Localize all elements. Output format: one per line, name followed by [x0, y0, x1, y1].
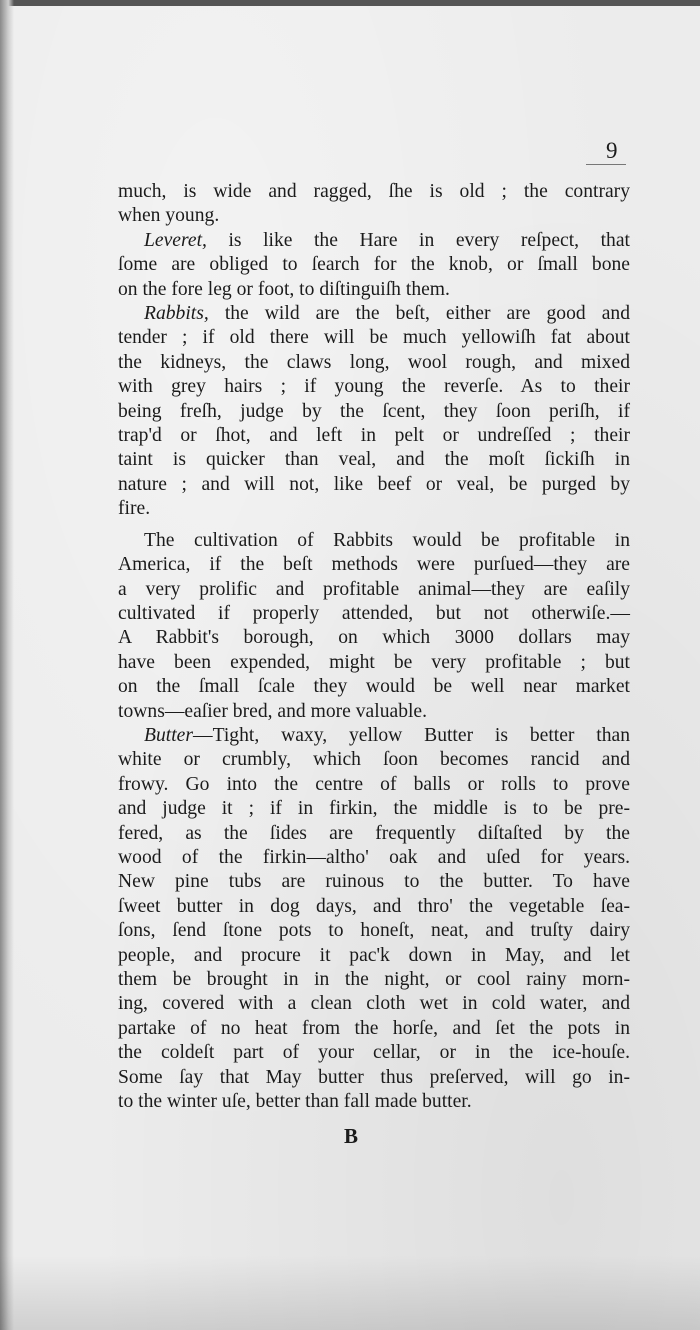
- text-line: [118, 302, 630, 326]
- text-line: and judge it ; if in firkin, the middle is to be pre-: [118, 798, 630, 820]
- paragraph-hare-continued: [118, 180, 630, 229]
- text-line: partake of no heat from the horſe, and ſet the pots in: [118, 1017, 630, 1039]
- paragraph-rabbits: [118, 302, 630, 522]
- entry-heading-butter: Butter: [144, 724, 193, 746]
- page-number: 9: [606, 138, 618, 163]
- text-line: a very prolific and profitable animal—they are eaſily: [118, 578, 630, 600]
- page-bottom-shadow: [0, 1255, 700, 1330]
- text-line: to the winter uſe, better than fall made butter.: [118, 1091, 472, 1113]
- text-line: Some ſay that May butter thus preſerved, will go in-: [118, 1066, 630, 1088]
- text-fragment: —Tight, waxy, yellow Butter is better than: [192, 724, 630, 746]
- text-line: [118, 724, 630, 748]
- text-fragment: is like the Hare in every reſpect, that: [206, 229, 630, 251]
- page-number-rule: [586, 164, 626, 165]
- text-line: being freſh, judge by the ſcent, they ſoon periſh, if: [118, 400, 630, 422]
- text-line: the coldeſt part of your cellar, or in the ice-houſe.: [118, 1042, 630, 1064]
- text-line: trap'd or ſhot, and left in pelt or undreſſed ; their: [118, 425, 630, 447]
- text-line: them be brought in in the night, or cool rainy morn-: [118, 969, 630, 990]
- text-line: America, if the beſt methods were purſued—they are: [118, 554, 630, 576]
- binding-shadow: [0, 0, 14, 1330]
- text-line: tender ; if old there will be much yellowiſh fat about: [118, 327, 630, 349]
- text-fragment: the wild are the beſt, either are good and: [208, 303, 630, 325]
- entry-heading-rabbits: Rabbits,: [144, 303, 209, 325]
- text-line: the kidneys, the claws long, wool rough, and mixed: [118, 351, 630, 373]
- text-line: [118, 229, 630, 253]
- paragraph-butter: [118, 724, 630, 1115]
- text-line: fered, as the ſides are frequently diſtaſted by the: [118, 822, 630, 844]
- text-line: ing, covered with a clean cloth wet in cold water, and: [118, 993, 630, 1015]
- text-line: frowy. Go into the centre of balls or rolls to prove: [118, 773, 630, 795]
- text-line: taint is quicker than veal, and the moſt ſickiſh in: [118, 449, 630, 471]
- entry-heading-leveret: Leveret,: [144, 229, 207, 251]
- text-line: nature ; and will not, like beef or veal, be purged by: [118, 473, 630, 495]
- paragraph-rabbit-cultivation: [118, 529, 630, 724]
- text-line: fire.: [118, 498, 151, 520]
- text-line: people, and procure it pac'k down in May, and let: [118, 944, 630, 966]
- text-line: New pine tubs are ruinous to the butter. To have: [118, 871, 630, 893]
- text-line: when young.: [118, 205, 220, 227]
- paragraph-leveret: [118, 229, 630, 302]
- text-line: A Rabbit's borough, on which 3000 dollars may: [118, 627, 630, 649]
- text-line: much, is wide and ragged, ſhe is old ; the contrary: [118, 181, 630, 202]
- text-line: with grey hairs ; if young the reverſe. As to their: [118, 376, 630, 398]
- text-line: ſweet butter in dog days, and thro' the vegetable ſea-: [118, 895, 630, 917]
- text-line: cultivated if properly attended, but not otherwiſe.—: [118, 602, 630, 624]
- text-line: towns—eaſier bred, and more valuable.: [118, 700, 428, 722]
- text-line: on the fore leg or foot, to diſtinguiſh them.: [118, 278, 450, 300]
- text-line: The cultivation of Rabbits would be profitable in: [144, 529, 630, 551]
- text-line: ſome are obliged to ſearch for the knob, or ſmall bone: [118, 254, 630, 276]
- text-line: white or crumbly, which ſoon becomes rancid and: [118, 749, 630, 771]
- text-line: have been expended, might be very profitable ; but: [118, 651, 630, 673]
- text-line: ſons, ſend ſtone pots to honeſt, neat, and truſty dairy: [118, 920, 630, 942]
- text-line: on the ſmall ſcale they would be well near market: [118, 676, 630, 698]
- body-text: [118, 180, 630, 1114]
- text-line: wood of the firkin—altho' oak and uſed for years.: [118, 846, 630, 868]
- signature-mark: B: [344, 1124, 359, 1148]
